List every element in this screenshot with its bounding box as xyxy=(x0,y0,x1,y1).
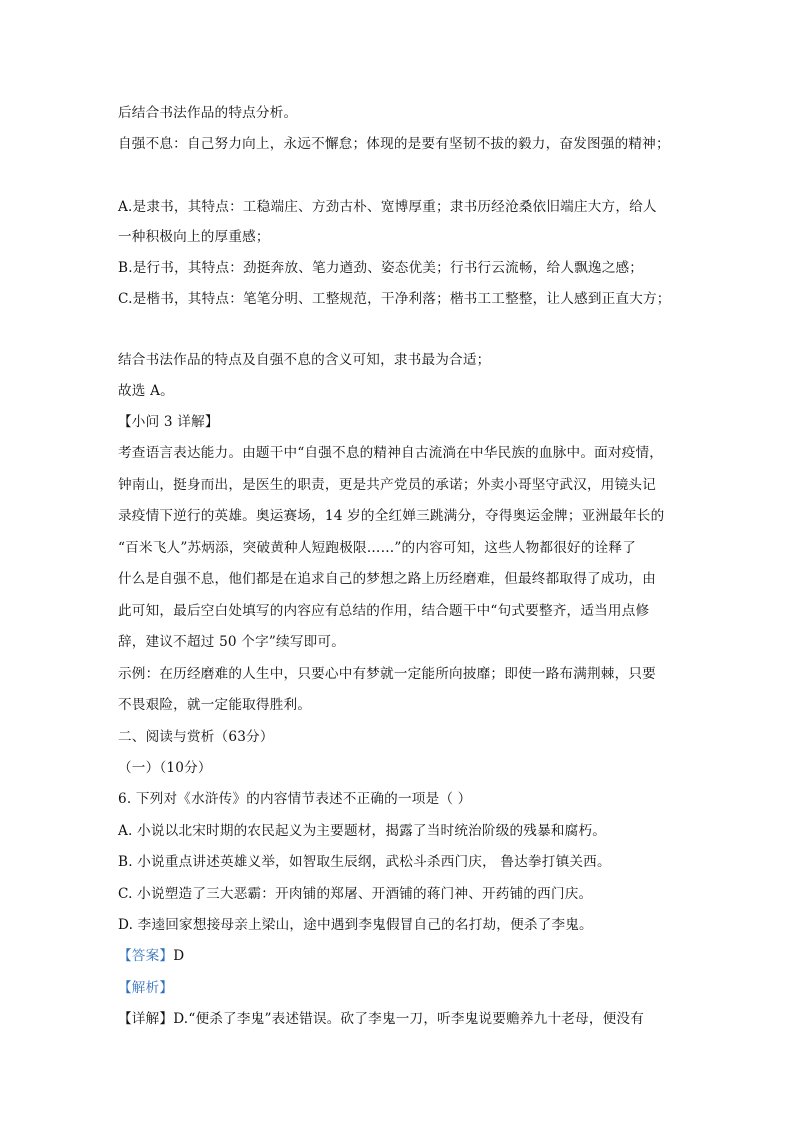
text-line: 钟南山，挺身而出，是医生的职责，更是共产党员的承诺；外卖小哥坚守武汉，用镜头记 xyxy=(118,477,656,493)
section-heading: 二、阅读与赏析（63分） xyxy=(118,729,274,745)
text-line: 录疫情下逆行的英雄。奥运赛场，14 岁的全红婵三跳满分，夺得奥运金牌；亚洲最年长的 xyxy=(118,508,665,524)
text-line: 故选 A。 xyxy=(118,383,174,399)
option-c: C. 小说塑造了三大恶霸：开肉铺的郑屠、开酒铺的蒋门神、开药铺的西门庆。 xyxy=(118,886,593,902)
text-line: 辞，建议不超过 50 个字”续写即可。 xyxy=(118,634,346,650)
answer-value: D xyxy=(173,948,185,964)
answer-label: 【答案】 xyxy=(118,948,174,964)
detail-label: 【详解】 xyxy=(118,1011,174,1027)
detail-line xyxy=(118,1009,644,1029)
text-line: 什么是自强不息，他们都是在追求自己的梦想之路上历经磨难，但最终都取得了成功，由 xyxy=(118,571,656,587)
analysis-line xyxy=(118,978,173,998)
option-a: A. 小说以北宋时期的农民起义为主要题材，揭露了当时统治阶级的残暴和腐朽。 xyxy=(118,823,607,839)
text-line: 示例：在历经磨难的人生中，只要心中有梦就一定能所向披靡；即使一路布满荆棘，只要 xyxy=(118,666,656,682)
text-line: A.是隶书，其特点：工稳端庄、方劲古朴、宽博厚重；隶书历经沧桑依旧端庄大方，给人 xyxy=(118,199,657,215)
text-line: 此可知，最后空白处填写的内容应有总结的作用，结合题干中“句式要整齐，适当用点修 xyxy=(118,603,650,619)
text-line: 一种积极向上的厚重感； xyxy=(118,229,270,245)
detail-text: D.“便杀了李鬼”表述错误。砍了李鬼一刀，听李鬼说要赡养九十老母，便没有 xyxy=(173,1011,645,1027)
section-heading: 【小问 3 详解】 xyxy=(118,414,219,430)
question-stem: 6. 下列对《水浒传》的内容情节表述不正确的一项是（ ） xyxy=(118,791,472,807)
option-b: B. 小说重点讲述英雄义举，如智取生辰纲，武松斗杀西门庆， 鲁达拳打镇关西。 xyxy=(118,854,611,870)
text-line: 自强不息：自己努力向上，永远不懈怠；体现的是要有坚韧不拔的毅力，奋发图强的精神； xyxy=(118,136,670,152)
subsection-heading: （一）（10分） xyxy=(118,760,212,776)
text-line: C.是楷书，其特点：笔笔分明、工整规范，干净利落；楷书工工整整，让人感到正直大方； xyxy=(118,291,671,307)
option-d: D. 李逵回家想接母亲上梁山，途中遇到李鬼假冒自己的名打劫，便杀了李鬼。 xyxy=(118,917,593,933)
text-line: 不畏艰险，就一定能取得胜利。 xyxy=(118,697,312,713)
text-line: 考查语言表达能力。由题干中“自强不息的精神自古流淌在中华民族的血脉中。面对疫情， xyxy=(118,445,664,461)
text-line: 结合书法作品的特点及自强不息的含义可知，隶书最为合适； xyxy=(118,352,491,368)
text-line: B.是行书，其特点：劲挺奔放、笔力遒劲、姿态优美；行书行云流畅，给人飘逸之感； xyxy=(118,260,644,276)
analysis-label: 【解析】 xyxy=(118,980,174,996)
text-line: “百米飞人”苏炳添，突破黄种人短跑极限……”的内容可知，这些人物都很好的诠释了 xyxy=(118,540,637,556)
answer-line xyxy=(118,946,184,966)
text-line: 后结合书法作品的特点分析。 xyxy=(118,105,298,121)
